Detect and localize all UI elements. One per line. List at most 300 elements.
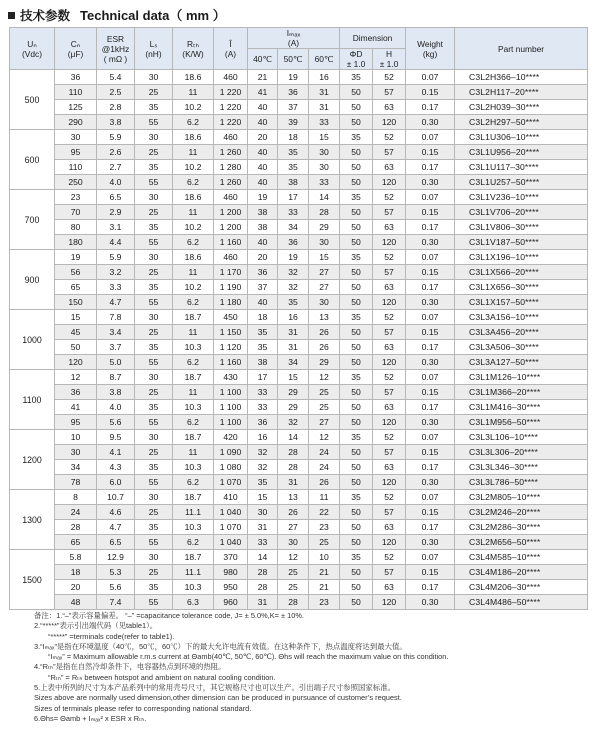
imax-50c-cell: 18 [278, 130, 309, 145]
imax-40c-cell: 33 [248, 535, 278, 550]
ls-cell: 55 [135, 295, 173, 310]
rth-cell: 10.2 [173, 280, 214, 295]
rth-cell: 11 [173, 445, 214, 460]
i-cell: 1 170 [214, 265, 248, 280]
rth-cell: 11 [173, 145, 214, 160]
imax-40c-cell: 32 [248, 445, 278, 460]
esr-cell: 2.8 [97, 100, 135, 115]
imax-60c-cell: 21 [309, 580, 340, 595]
esr-cell: 4.6 [97, 505, 135, 520]
ls-cell: 25 [135, 385, 173, 400]
ls-cell: 30 [135, 550, 173, 565]
col-header-i: Î (A) [214, 28, 248, 70]
table-row [10, 535, 588, 550]
cn-cell: 290 [55, 115, 97, 130]
esr-cell: 3.3 [97, 280, 135, 295]
ls-cell: 25 [135, 85, 173, 100]
imax-60c-cell: 30 [309, 295, 340, 310]
part-number-cell: C3L1U306–10**** [455, 130, 588, 145]
phi-d-cell: 50 [340, 280, 373, 295]
h-cell: 63 [373, 280, 406, 295]
weight-cell: 0.15 [406, 85, 455, 100]
h-cell: 57 [373, 445, 406, 460]
cn-cell: 41 [55, 400, 97, 415]
note-line: Sizes above are normally used dimension,other dimension can be produced in pursuance of customer’s request. [34, 693, 402, 703]
esr-cell: 4.1 [97, 445, 135, 460]
ls-cell: 35 [135, 220, 173, 235]
i-cell: 1 280 [214, 160, 248, 175]
note-line: 4.“Rₜₕ”是指在自然冷却条件下，电容器热点到环境的热阻。 [34, 662, 226, 672]
rth-cell: 18.7 [173, 490, 214, 505]
rth-cell: 6.2 [173, 415, 214, 430]
i-cell: 1 070 [214, 520, 248, 535]
weight-cell: 0.15 [406, 265, 455, 280]
part-number-cell: C3L2H039–30**** [455, 100, 588, 115]
imax-40c-cell: 40 [248, 115, 278, 130]
h-cell: 52 [373, 310, 406, 325]
cn-cell: 110 [55, 160, 97, 175]
imax-40c-cell: 36 [248, 265, 278, 280]
h-cell: 52 [373, 250, 406, 265]
table-row [10, 490, 588, 505]
weight-cell: 0.30 [406, 355, 455, 370]
table-row [10, 190, 588, 205]
h-cell: 120 [373, 595, 406, 610]
cn-cell: 65 [55, 535, 97, 550]
weight-cell: 0.07 [406, 370, 455, 385]
weight-cell: 0.17 [406, 340, 455, 355]
ls-cell: 30 [135, 430, 173, 445]
col-header-40c: 40℃ [248, 49, 278, 70]
imax-50c-cell: 28 [278, 445, 309, 460]
col-header-60c: 60℃ [309, 49, 340, 70]
phi-d-cell: 50 [340, 205, 373, 220]
imax-60c-cell: 30 [309, 235, 340, 250]
h-cell: 120 [373, 355, 406, 370]
table-row [10, 235, 588, 250]
phi-d-cell: 50 [340, 325, 373, 340]
phi-d-cell: 35 [340, 130, 373, 145]
rth-cell: 11.1 [173, 565, 214, 580]
table-row [10, 160, 588, 175]
i-cell: 1 150 [214, 325, 248, 340]
i-cell: 1 100 [214, 415, 248, 430]
rth-cell: 6.2 [173, 535, 214, 550]
table-row [10, 505, 588, 520]
i-cell: 430 [214, 370, 248, 385]
cn-cell: 30 [55, 130, 97, 145]
table-row [10, 295, 588, 310]
imax-50c-cell: 32 [278, 280, 309, 295]
imax-50c-cell: 39 [278, 115, 309, 130]
weight-cell: 0.30 [406, 115, 455, 130]
imax-40c-cell: 33 [248, 400, 278, 415]
table-row [10, 100, 588, 115]
ls-cell: 35 [135, 280, 173, 295]
imax-40c-cell: 36 [248, 415, 278, 430]
i-cell: 1 090 [214, 445, 248, 460]
voltage-cell: 1000 [10, 310, 55, 370]
h-cell: 57 [373, 85, 406, 100]
ls-cell: 25 [135, 445, 173, 460]
voltage-cell: 700 [10, 190, 55, 250]
rth-cell: 6.2 [173, 115, 214, 130]
h-cell: 120 [373, 295, 406, 310]
imax-50c-cell: 13 [278, 490, 309, 505]
weight-cell: 0.30 [406, 535, 455, 550]
imax-40c-cell: 40 [248, 160, 278, 175]
col-header-cn: Cₙ (μF) [55, 28, 97, 70]
i-cell: 460 [214, 130, 248, 145]
weight-cell: 0.17 [406, 160, 455, 175]
imax-60c-cell: 30 [309, 145, 340, 160]
rth-cell: 18.7 [173, 370, 214, 385]
esr-cell: 2.9 [97, 205, 135, 220]
rth-cell: 6.3 [173, 595, 214, 610]
phi-d-cell: 50 [340, 595, 373, 610]
rth-cell: 10.3 [173, 400, 214, 415]
part-number-cell: C3L1X196–10**** [455, 250, 588, 265]
i-cell: 980 [214, 565, 248, 580]
i-cell: 460 [214, 190, 248, 205]
note-line: 3.“Iₘₐₓ”是指在环境温度（40℃，50℃，60℃）下的最大允许电流有效值。在这种条件下，热点温度将达到最大值。 [34, 641, 407, 651]
h-cell: 120 [373, 535, 406, 550]
weight-cell: 0.30 [406, 235, 455, 250]
imax-60c-cell: 29 [309, 355, 340, 370]
cn-cell: 56 [55, 265, 97, 280]
imax-60c-cell: 24 [309, 445, 340, 460]
imax-40c-cell: 28 [248, 565, 278, 580]
h-cell: 120 [373, 415, 406, 430]
imax-40c-cell: 20 [248, 130, 278, 145]
phi-d-cell: 50 [340, 385, 373, 400]
col-header-50c: 50℃ [278, 49, 309, 70]
ls-cell: 35 [135, 160, 173, 175]
phi-d-cell: 50 [340, 400, 373, 415]
imax-50c-cell: 35 [278, 145, 309, 160]
table-row [10, 220, 588, 235]
imax-50c-cell: 31 [278, 475, 309, 490]
table-row [10, 145, 588, 160]
part-number-cell: C3L2M246–20**** [455, 505, 588, 520]
ls-cell: 55 [135, 235, 173, 250]
ls-cell: 35 [135, 580, 173, 595]
weight-cell: 0.07 [406, 430, 455, 445]
esr-cell: 4.0 [97, 400, 135, 415]
imax-50c-cell: 26 [278, 505, 309, 520]
esr-cell: 12.9 [97, 550, 135, 565]
imax-50c-cell: 36 [278, 235, 309, 250]
part-number-cell: C3L3L786–50**** [455, 475, 588, 490]
h-cell: 52 [373, 190, 406, 205]
rth-cell: 6.2 [173, 355, 214, 370]
footnotes [10, 611, 586, 724]
h-cell: 52 [373, 430, 406, 445]
table-row [10, 595, 588, 610]
esr-cell: 2.7 [97, 160, 135, 175]
esr-cell: 2.5 [97, 85, 135, 100]
i-cell: 1 220 [214, 115, 248, 130]
note-line: “Iₘₐₓ” = Maximum allowable r.m.s current at Θamb(40℃, 50℃, 60℃). Θhs will reach the maximum value on this condition. [48, 652, 449, 662]
imax-40c-cell: 35 [248, 475, 278, 490]
esr-cell: 3.8 [97, 385, 135, 400]
phi-d-cell: 50 [340, 475, 373, 490]
weight-cell: 0.07 [406, 130, 455, 145]
rth-cell: 10.3 [173, 580, 214, 595]
imax-40c-cell: 19 [248, 190, 278, 205]
table-row [10, 115, 588, 130]
part-number-cell: C3L4M206–30**** [455, 580, 588, 595]
phi-d-cell: 50 [340, 160, 373, 175]
voltage-cell: 500 [10, 70, 55, 130]
imax-40c-cell: 16 [248, 430, 278, 445]
h-cell: 57 [373, 385, 406, 400]
imax-40c-cell: 40 [248, 100, 278, 115]
ls-cell: 25 [135, 145, 173, 160]
weight-cell: 0.15 [406, 445, 455, 460]
phi-d-cell: 50 [340, 505, 373, 520]
esr-cell: 5.0 [97, 355, 135, 370]
i-cell: 1 180 [214, 295, 248, 310]
imax-50c-cell: 35 [278, 295, 309, 310]
esr-cell: 4.4 [97, 235, 135, 250]
i-cell: 460 [214, 250, 248, 265]
col-header-rth: Rₜₕ (K/W) [173, 28, 214, 70]
i-cell: 1 220 [214, 85, 248, 100]
esr-cell: 4.7 [97, 295, 135, 310]
h-cell: 57 [373, 505, 406, 520]
weight-cell: 0.30 [406, 475, 455, 490]
imax-50c-cell: 35 [278, 160, 309, 175]
esr-cell: 3.4 [97, 325, 135, 340]
phi-d-cell: 50 [340, 145, 373, 160]
imax-60c-cell: 28 [309, 205, 340, 220]
ls-cell: 35 [135, 100, 173, 115]
weight-cell: 0.17 [406, 400, 455, 415]
imax-40c-cell: 40 [248, 145, 278, 160]
i-cell: 1 070 [214, 475, 248, 490]
weight-cell: 0.30 [406, 415, 455, 430]
esr-cell: 5.6 [97, 415, 135, 430]
ls-cell: 30 [135, 490, 173, 505]
esr-cell: 4.7 [97, 520, 135, 535]
imax-60c-cell: 27 [309, 415, 340, 430]
phi-d-cell: 50 [340, 340, 373, 355]
esr-cell: 9.5 [97, 430, 135, 445]
h-cell: 120 [373, 175, 406, 190]
part-number-cell: C3L3L346–30**** [455, 460, 588, 475]
h-cell: 52 [373, 70, 406, 85]
rth-cell: 18.6 [173, 130, 214, 145]
rth-cell: 10.2 [173, 160, 214, 175]
phi-d-cell: 50 [340, 100, 373, 115]
part-number-cell: C3L2M286–30**** [455, 520, 588, 535]
imax-40c-cell: 35 [248, 340, 278, 355]
esr-cell: 7.4 [97, 595, 135, 610]
imax-60c-cell: 25 [309, 385, 340, 400]
cn-cell: 5.8 [55, 550, 97, 565]
i-cell: 1 200 [214, 220, 248, 235]
square-bullet-icon [8, 12, 15, 19]
phi-d-cell: 35 [340, 550, 373, 565]
imax-60c-cell: 25 [309, 400, 340, 415]
imax-60c-cell: 13 [309, 310, 340, 325]
table-row [10, 85, 588, 100]
ls-cell: 30 [135, 310, 173, 325]
imax-40c-cell: 41 [248, 85, 278, 100]
phi-d-cell: 50 [340, 175, 373, 190]
weight-cell: 0.07 [406, 190, 455, 205]
phi-d-cell: 35 [340, 490, 373, 505]
ls-cell: 35 [135, 460, 173, 475]
esr-cell: 5.4 [97, 70, 135, 85]
rth-cell: 11 [173, 85, 214, 100]
part-number-cell: C3L1M366–20**** [455, 385, 588, 400]
imax-60c-cell: 22 [309, 505, 340, 520]
table-row [10, 175, 588, 190]
cn-cell: 28 [55, 520, 97, 535]
ls-cell: 25 [135, 565, 173, 580]
cn-cell: 30 [55, 445, 97, 460]
col-header-dimension: Dimension [340, 28, 406, 49]
cn-cell: 10 [55, 430, 97, 445]
imax-50c-cell: 17 [278, 190, 309, 205]
weight-cell: 0.17 [406, 580, 455, 595]
imax-60c-cell: 33 [309, 175, 340, 190]
technical-data-table [9, 27, 588, 610]
rth-cell: 11 [173, 265, 214, 280]
part-number-cell: C3L4M585–10**** [455, 550, 588, 565]
imax-60c-cell: 31 [309, 85, 340, 100]
imax-40c-cell: 31 [248, 520, 278, 535]
h-cell: 120 [373, 475, 406, 490]
cn-cell: 95 [55, 415, 97, 430]
imax-60c-cell: 31 [309, 100, 340, 115]
table-row [10, 460, 588, 475]
phi-d-cell: 50 [340, 355, 373, 370]
weight-cell: 0.30 [406, 595, 455, 610]
voltage-cell: 600 [10, 130, 55, 190]
voltage-cell: 1200 [10, 430, 55, 490]
imax-60c-cell: 25 [309, 535, 340, 550]
esr-cell: 4.3 [97, 460, 135, 475]
imax-50c-cell: 31 [278, 325, 309, 340]
h-cell: 63 [373, 400, 406, 415]
note-line: Sizes of terminals please refer to corresponding national standard. [34, 703, 252, 713]
part-number-cell: C3L2H297–50**** [455, 115, 588, 130]
phi-d-cell: 50 [340, 415, 373, 430]
imax-60c-cell: 14 [309, 190, 340, 205]
h-cell: 63 [373, 580, 406, 595]
part-number-cell: C3L2M805–10**** [455, 490, 588, 505]
part-number-cell: C3L1X656–30**** [455, 280, 588, 295]
ls-cell: 55 [135, 175, 173, 190]
imax-50c-cell: 30 [278, 535, 309, 550]
i-cell: 1 200 [214, 205, 248, 220]
esr-cell: 3.8 [97, 115, 135, 130]
table-row [10, 310, 588, 325]
imax-60c-cell: 12 [309, 430, 340, 445]
esr-cell: 10.7 [97, 490, 135, 505]
imax-60c-cell: 24 [309, 460, 340, 475]
imax-40c-cell: 20 [248, 250, 278, 265]
table-body [10, 70, 588, 610]
part-number-cell: C3L3A127–50**** [455, 355, 588, 370]
rth-cell: 11 [173, 385, 214, 400]
esr-cell: 6.5 [97, 535, 135, 550]
imax-40c-cell: 33 [248, 385, 278, 400]
cn-cell: 125 [55, 100, 97, 115]
table-row [10, 265, 588, 280]
h-cell: 57 [373, 265, 406, 280]
part-number-cell: C3L1X566–20**** [455, 265, 588, 280]
rth-cell: 11 [173, 325, 214, 340]
phi-d-cell: 50 [340, 520, 373, 535]
cn-cell: 36 [55, 70, 97, 85]
part-number-cell: C3L1V706–20**** [455, 205, 588, 220]
phi-d-cell: 50 [340, 535, 373, 550]
table-row [10, 550, 588, 565]
note-line: “Rₜₕ” = Rₜₕ between hotspot and ambient on natural cooling condition. [48, 672, 276, 682]
part-number-cell: C3L2M656–50**** [455, 535, 588, 550]
weight-cell: 0.07 [406, 490, 455, 505]
col-header-imax: Iₘₐₓ (A) [248, 28, 340, 49]
table-row [10, 400, 588, 415]
h-cell: 120 [373, 115, 406, 130]
phi-d-cell: 50 [340, 235, 373, 250]
h-cell: 57 [373, 145, 406, 160]
imax-60c-cell: 23 [309, 595, 340, 610]
note-line: 5.上表中所列的尺寸为本产品系列中的常用壳号尺寸，其它规格尺寸也可以生产。引出端子尺寸参照国家标准。 [34, 683, 395, 693]
h-cell: 52 [373, 130, 406, 145]
h-cell: 57 [373, 565, 406, 580]
imax-50c-cell: 15 [278, 370, 309, 385]
cn-cell: 36 [55, 385, 97, 400]
cn-cell: 34 [55, 460, 97, 475]
imax-40c-cell: 38 [248, 220, 278, 235]
part-number-cell: C3L4M186–20**** [455, 565, 588, 580]
weight-cell: 0.07 [406, 310, 455, 325]
rth-cell: 18.7 [173, 430, 214, 445]
voltage-cell: 900 [10, 250, 55, 310]
imax-60c-cell: 23 [309, 520, 340, 535]
table-row [10, 70, 588, 85]
cn-cell: 45 [55, 325, 97, 340]
h-cell: 120 [373, 235, 406, 250]
imax-50c-cell: 27 [278, 520, 309, 535]
imax-40c-cell: 35 [248, 325, 278, 340]
imax-40c-cell: 14 [248, 550, 278, 565]
table-row [10, 355, 588, 370]
imax-60c-cell: 16 [309, 70, 340, 85]
table-row [10, 325, 588, 340]
cn-cell: 12 [55, 370, 97, 385]
imax-50c-cell: 32 [278, 265, 309, 280]
part-number-cell: C3L1V236–10**** [455, 190, 588, 205]
esr-cell: 6.0 [97, 475, 135, 490]
esr-cell: 7.8 [97, 310, 135, 325]
h-cell: 57 [373, 205, 406, 220]
imax-50c-cell: 28 [278, 595, 309, 610]
phi-d-cell: 35 [340, 70, 373, 85]
ls-cell: 30 [135, 190, 173, 205]
part-number-cell: C3L3A506–30**** [455, 340, 588, 355]
part-number-cell: C3L3L106–10**** [455, 430, 588, 445]
imax-60c-cell: 15 [309, 250, 340, 265]
imax-50c-cell: 32 [278, 415, 309, 430]
weight-cell: 0.15 [406, 145, 455, 160]
imax-50c-cell: 29 [278, 385, 309, 400]
